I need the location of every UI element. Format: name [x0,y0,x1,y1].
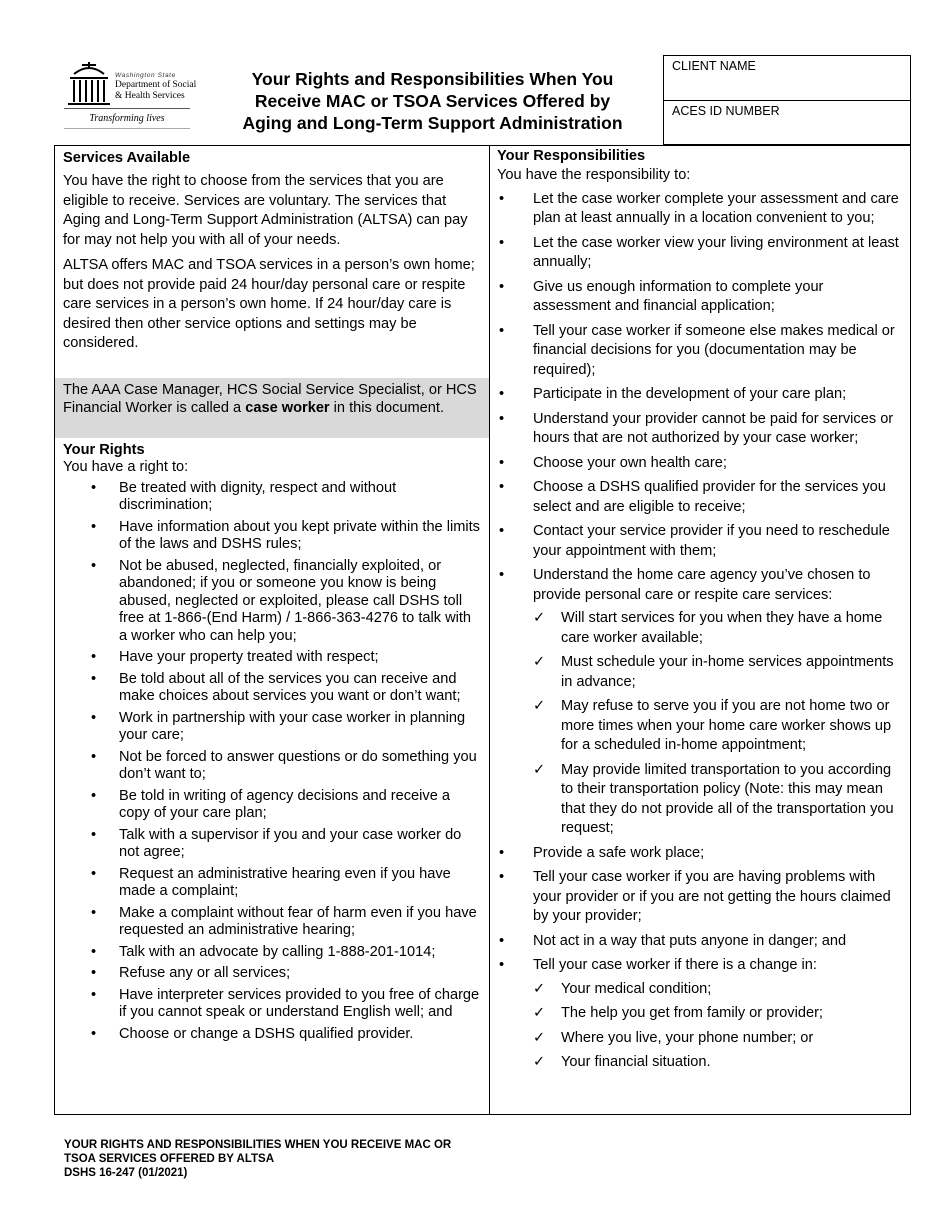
bullet-icon: • [91,826,97,843]
agency-check-item: ✓ Must schedule your in-home services appointments in advance; [533,654,894,690]
bullet-icon: • [91,943,97,960]
responsibilities-list [497,190,905,1073]
responsibility-item: • Understand the home care agency you’ve chosen to provide personal care or respite care services: ✓ Will start services for you when they have a home care worker available; ✓ Must schedule your in-home services appointments in advance; ✓ May refuse to serve you if you are not home two or more times when your home care worker shows up for a scheduled in-home appointment; ✓ May provide limited transportation to you according to their transportation policy (Note: this may mean that they do not provide all of the transportation you request; [533,566,905,839]
bullet-icon: • [499,278,505,295]
rights-item: • Choose or change a DSHS qualified provider. [91,1025,414,1042]
change-check-item: ✓ The help you get from family or provider; [561,1004,905,1024]
change-check-item: ✓ Your financial situation. [561,1053,905,1073]
bullet-icon: • [499,567,505,583]
agency-check-item: ✓ Will start services for you when they have a home care worker available; [533,610,883,646]
column-divider [489,146,490,1114]
checkmark-icon: ✓ [533,610,546,626]
rights-item: • Request an administrative hearing even if you have made a complaint; [91,865,451,899]
main-content-box [54,145,911,1115]
bullet-icon: • [91,709,97,726]
change-check-item: ✓ Your medical condition; [561,980,905,1000]
bullet-icon: • [499,844,505,861]
responsibility-item: • Understand your provider cannot be paid for services or hours that are not authorized by your case worker; [499,410,894,446]
services-heading: Services Available [63,150,191,166]
rights-item: • Make a complaint without fear of harm even if you have requested an administrative hearing; [91,904,477,938]
checkmark-icon: ✓ [533,980,546,997]
rights-item: • Refuse any or all services; [91,965,291,981]
bullet-icon: • [91,670,97,687]
bullet-icon: • [499,957,505,973]
responsibility-item: • Participate in the development of your care plan; [533,385,905,405]
footer-line-1: YOUR RIGHTS AND RESPONSIBILITIES WHEN YOU RECEIVE MAC OR [64,1139,452,1151]
responsibility-item: • Let the case worker view your living environment at least annually; [499,234,899,270]
bullet-icon: • [91,748,97,765]
bullet-icon: • [499,454,505,471]
rights-item: • Have interpreter services provided to you free of charge if you cannot speak or understand English well; and [91,986,480,1020]
agency-check-item: ✓ May provide limited transportation to you according to their transportation policy (Note: this may mean that they do not provide all of the transportation you request; [533,761,894,836]
rights-item: • Not be abused, neglected, financially exploited, or abandoned; if you or someone you know is being abused, neglected or exploited, please call DSHS toll free at 1-866-(End Harm) / 1-866-363-4276 to talk with a worker who can help you; [91,557,472,644]
bullet-icon: • [499,479,505,495]
logo-bottom-rule [64,128,190,129]
responsibility-item: • Not act in a way that puts anyone in danger; and [533,932,905,952]
bullet-icon: • [499,386,505,402]
responsibility-item: • Tell your case worker if someone else makes medical or financial decisions for you (documentation may be required); [499,322,895,378]
aces-id-label: ACES ID NUMBER [672,104,780,118]
responsibility-item: • Provide a safe work place; [533,844,905,864]
bullet-icon: • [91,904,97,921]
checkmark-icon: ✓ [533,654,546,670]
dshs-logo [60,58,200,132]
rights-item: • Talk with an advocate by calling 1-888-201-1014; [91,943,436,960]
bullet-icon: • [499,234,505,251]
bullet-icon: • [499,322,505,339]
agency-check-item: ✓ May refuse to serve you if you are not home two or more times when your home care worker shows up for a scheduled in-home appointment; [533,698,892,753]
bullet-icon: • [499,410,505,427]
bullet-icon: • [499,190,505,207]
services-paragraph-2: ALTSA offers MAC and TSOA services in a person’s own home; but does not provide paid 24 hour/day personal care or respite care services in a person’s own home. If 24 hour/day care is desired then other service options and settings may be considered. [63,257,475,351]
rights-item: • Talk with a supervisor if you and your case worker do not agree; [91,826,462,860]
rights-item: • Have information about you kept private within the limits of the laws and DSHS rules; [91,518,480,552]
bullet-icon: • [499,932,505,949]
services-section [63,150,481,354]
rights-item: • Be told about all of the services you can receive and make choices about services you want or don’t want; [91,670,461,704]
responsibilities-intro: You have the responsibility to: [497,167,691,183]
rights-item: • Be treated with dignity, respect and without discrimination; [91,479,397,513]
services-paragraph-1: You have the right to choose from the services that you are eligible to receive. Services are voluntary. The services that Aging and Long-Term Support Administration (ALTSA) can pay for may not help you with all of your needs. [63,173,468,248]
checkmark-icon: ✓ [533,1054,546,1070]
logo-rule [64,108,190,109]
rights-section [63,442,483,1047]
case-worker-note: The AAA Case Manager, HCS Social Service Specialist, or HCS Financial Worker is called a case worker in this document. [55,378,489,438]
logo-state-text: Washington State [115,72,176,79]
form-number: DSHS 16-247 (01/2021) [64,1167,188,1179]
responsibility-item: • Give us enough information to complete your assessment and financial application; [499,278,824,314]
aces-id-field[interactable] [664,100,910,144]
responsibilities-section [497,148,905,1078]
bullet-icon: • [91,1025,97,1042]
bullet-icon: • [91,986,97,1003]
responsibility-item: • Let the case worker complete your assessment and care plan at least annually in a location convenient to you; [499,190,899,226]
checkmark-icon: ✓ [533,1029,546,1046]
client-name-label: CLIENT NAME [672,59,756,73]
bullet-icon: • [91,557,97,574]
capitol-columns-icon [64,60,114,108]
bullet-icon: • [91,965,97,981]
rights-item: • Be told in writing of agency decisions and receive a copy of your care plan; [91,787,450,821]
rights-item: • Not be forced to answer questions or do something you don’t want to; [91,748,477,782]
logo-department-name: Department of Social & Health Services [115,80,197,101]
checkmark-icon: ✓ [533,761,546,778]
rights-item: • Have your property treated with respect; [91,649,379,665]
responsibility-item: • Choose your own health care; [533,454,905,474]
rights-list [63,480,483,1044]
rights-intro: You have a right to: [63,459,189,475]
logo-tagline: Transforming lives [89,113,165,124]
bullet-icon: • [91,865,97,882]
checkmark-icon: ✓ [533,1005,546,1021]
responsibility-item: • Tell your case worker if there is a change in: ✓ Your medical condition; ✓ The help you get from family or provider; ✓ Where you live, your phone number; or ✓ Your financial situation. [533,956,905,1073]
client-info-box [663,55,911,145]
bullet-icon: • [499,869,505,885]
page-title: Your Rights and Responsibilities When You Receive MAC or TSOA Services Offered by Aging and Long-Term Support Administration [242,69,623,133]
responsibility-item: • Tell your case worker if you are having problems with your provider or if you are not getting the hours claimed by your provider; [499,869,891,924]
responsibility-item: • Contact your service provider if you need to reschedule your appointment with them; [499,523,890,559]
bullet-icon: • [91,479,97,496]
bullet-icon: • [91,649,97,665]
case-worker-term: case worker [245,399,330,416]
responsibility-item: • Choose a DSHS qualified provider for the services you select and are eligible to receive; [499,479,886,515]
change-check-item: ✓ Where you live, your phone number; or [561,1029,905,1049]
bullet-icon: • [91,787,97,804]
rights-heading: Your Rights [63,442,145,458]
change-checklist [533,980,905,1073]
bullet-icon: • [499,523,505,539]
client-name-field[interactable] [664,56,910,100]
form-footer [64,1138,451,1180]
checkmark-icon: ✓ [533,698,546,714]
agency-checklist [533,609,905,839]
responsibilities-heading: Your Responsibilities [497,148,646,164]
bullet-icon: • [91,518,97,535]
rights-item: • Work in partnership with your case worker in planning your care; [91,709,466,743]
footer-line-2: TSOA SERVICES OFFERED BY ALTSA [64,1153,275,1165]
